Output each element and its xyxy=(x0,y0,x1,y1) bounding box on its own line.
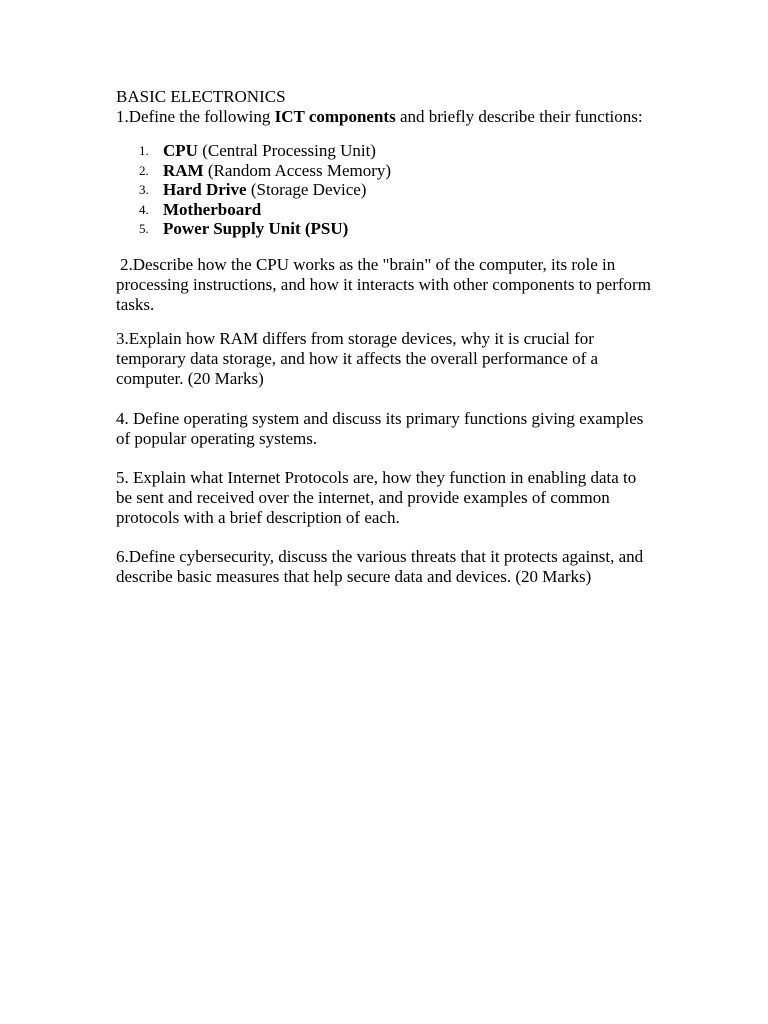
list-item-number: 2. xyxy=(139,162,149,178)
question-2: 2.Describe how the CPU works as the "brain" of the computer, its role in processing instructions, and how it interacts with other components to perform tasks. xyxy=(116,254,651,314)
list-item-number: 5. xyxy=(139,221,149,237)
list-item-number: 4. xyxy=(139,201,149,217)
question-1-bold: ICT components xyxy=(274,107,396,126)
list-item-name: Power Supply Unit (PSU) xyxy=(163,219,349,239)
list-item-detail: (Storage Device) xyxy=(246,180,367,200)
list-item-detail: (Central Processing Unit) xyxy=(197,141,376,160)
components-list xyxy=(116,141,656,239)
list-item xyxy=(116,200,656,220)
list-item-detail: (Random Access Memory) xyxy=(203,160,392,180)
document-title: BASIC ELECTRONICS xyxy=(116,87,286,106)
list-item xyxy=(116,219,656,239)
list-item-name: CPU xyxy=(163,141,198,160)
list-item xyxy=(116,161,656,181)
list-item-number: 3. xyxy=(139,182,149,198)
list-item-name: Motherboard xyxy=(163,199,262,219)
question-4: 4. Define operating system and discuss its primary functions giving examples of popular operating systems. xyxy=(116,408,644,448)
list-item xyxy=(116,180,656,200)
question-3: 3.Explain how RAM differs from storage devices, why it is crucial for temporary data storage, and how it affects the overall performance of a computer. (20 Marks) xyxy=(116,328,599,388)
list-item-name: Hard Drive xyxy=(163,180,247,200)
list-item-name: RAM xyxy=(163,160,204,180)
list-item xyxy=(116,141,656,161)
list-item-number: 1. xyxy=(139,143,149,158)
question-1-suffix: and briefly describe their functions: xyxy=(395,107,643,126)
question-6: 6.Define cybersecurity, discuss the various threats that it protects against, and describe basic measures that help secure data and devices. (20 Marks) xyxy=(116,546,644,586)
question-1 xyxy=(116,107,656,127)
question-1-prefix: 1.Define the following xyxy=(116,107,275,126)
document-page xyxy=(116,87,656,587)
question-5: 5. Explain what Internet Protocols are, how they function in enabling data to be sent and received over the internet, and provide examples of common protocols with a brief description of each. xyxy=(116,467,637,527)
